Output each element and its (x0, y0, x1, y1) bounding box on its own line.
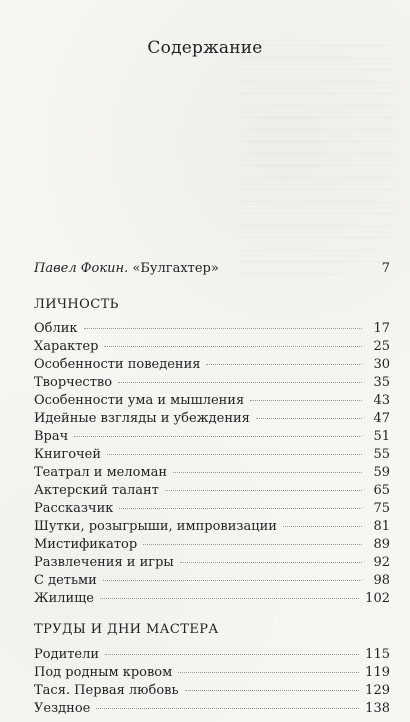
page-title: Содержание (147, 38, 263, 58)
toc-entry-page: 81 (373, 519, 390, 534)
toc-entry-page: 30 (373, 357, 390, 372)
toc-entry-page: 65 (373, 483, 390, 498)
toc-entry (34, 500, 390, 518)
toc-intro-author: Павел Фокин. (34, 261, 129, 276)
toc-entry (34, 664, 390, 682)
toc-entry-label: Врач (34, 429, 69, 444)
section-heading-personality: ЛИЧНОСТЬ (34, 297, 119, 312)
toc-entry-label: Особенности поведения (34, 357, 201, 372)
toc-entry-page: 35 (373, 375, 390, 390)
leader-dots (143, 544, 362, 545)
toc-entry (34, 374, 390, 392)
leader-dots (107, 454, 362, 455)
toc-entry-label: Уездное (34, 701, 91, 716)
toc-entry (34, 518, 390, 536)
toc-entry-label: Актерский талант (34, 483, 159, 498)
toc-entry (34, 320, 390, 338)
bleed-through-text (240, 45, 395, 275)
leader-dots (74, 436, 362, 437)
toc-entry (34, 338, 390, 356)
toc-entry-label: Рассказчик (34, 501, 114, 516)
toc-entry-label: С детьми (34, 573, 97, 588)
toc-entry-page: 102 (365, 591, 390, 606)
toc-intro-title: «Булгахтер» (132, 261, 219, 276)
toc-entry-page: 43 (373, 393, 390, 408)
toc-entry-page: 129 (365, 683, 390, 698)
toc-entry (34, 682, 390, 700)
leader-dots (84, 328, 362, 329)
leader-dots (118, 382, 362, 383)
toc-entry (34, 410, 390, 428)
toc-entry-label: Облик (34, 321, 78, 336)
leader-dots (96, 708, 359, 709)
toc-entry-label: Особенности ума и мышления (34, 393, 245, 408)
toc-entry-label: Развлечения и игры (34, 555, 174, 570)
leader-dots (173, 472, 362, 473)
section-heading-works-and-days: ТРУДЫ И ДНИ МАСТЕРА (34, 622, 219, 637)
toc-entry-page: 119 (365, 665, 390, 680)
toc-entry (34, 590, 390, 608)
leader-dots (105, 654, 359, 655)
toc-entry (34, 572, 390, 590)
toc-entry-label: Тася. Первая любовь (34, 683, 179, 698)
toc-entry-label: Под родным кровом (34, 665, 173, 680)
toc-entry-page: 138 (365, 701, 390, 716)
toc-entry-page: 98 (373, 573, 390, 588)
leader-dots (104, 346, 362, 347)
toc-entry (34, 356, 390, 374)
toc-entry-label: Мистификатор (34, 537, 138, 552)
toc-entry-label: Театрал и меломан (34, 465, 167, 480)
toc-entry (34, 646, 390, 664)
toc-entry (34, 482, 390, 500)
toc-entry-page: 25 (373, 339, 390, 354)
toc-entry (34, 428, 390, 446)
leader-dots (119, 508, 362, 509)
toc-entry-page: 59 (373, 465, 390, 480)
leader-dots (103, 580, 362, 581)
toc-entry-page: 47 (373, 411, 390, 426)
toc-entry (34, 700, 390, 718)
toc-entry-page: 89 (373, 537, 390, 552)
toc-entry (34, 392, 390, 410)
toc-entry-page: 75 (373, 501, 390, 516)
toc-intro-entry (34, 260, 390, 278)
toc-entry-page: 92 (373, 555, 390, 570)
toc-entry-page: 51 (373, 429, 390, 444)
toc-entry (34, 536, 390, 554)
toc-intro-text (34, 260, 368, 278)
toc-entry-page: 17 (373, 321, 390, 336)
leader-dots (250, 400, 362, 401)
leader-dots (100, 598, 359, 599)
toc-entry-page: 115 (365, 647, 390, 662)
toc-entry-label: Характер (34, 339, 99, 354)
leader-dots (256, 418, 362, 419)
leader-dots (283, 526, 362, 527)
toc-entry-label: Идейные взгляды и убеждения (34, 411, 250, 426)
toc-entry-label: Книгочей (34, 447, 101, 462)
leader-dots (206, 364, 362, 365)
toc-intro-page: 7 (381, 261, 390, 276)
toc-entry (34, 446, 390, 464)
toc-entry-page: 55 (373, 447, 390, 462)
toc-entry-label: Творчество (34, 375, 113, 390)
toc-entry (34, 464, 390, 482)
leader-dots (165, 490, 362, 491)
toc-entry (34, 554, 390, 572)
toc-entry-label: Шутки, розыгрыши, импровизации (34, 519, 277, 534)
leader-dots (185, 690, 360, 691)
toc-entry-label: Жилище (34, 591, 94, 606)
leader-dots (180, 562, 362, 563)
toc-entry-label: Родители (34, 647, 100, 662)
leader-dots (178, 672, 359, 673)
